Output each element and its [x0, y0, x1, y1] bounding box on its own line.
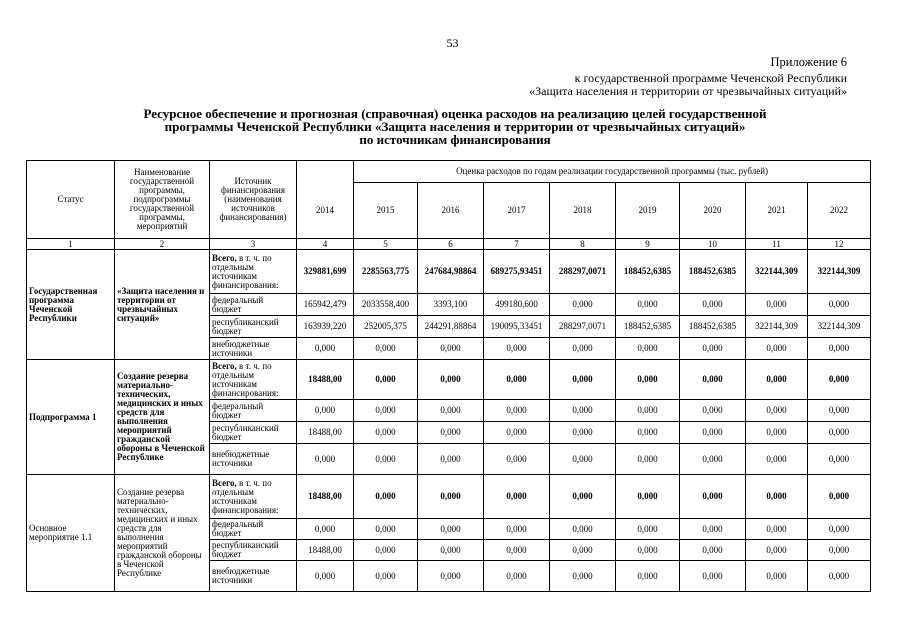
value-cell: 0,000 — [550, 294, 616, 316]
value-cell: 0,000 — [354, 422, 418, 444]
program-name-cell: Создание резерва материально-технических, медицинских и иных средств для выполнения мероприятий гражданской обороны в Чеченской Республике — [115, 475, 210, 592]
value-cell: 0,000 — [354, 519, 418, 540]
value-cell: 0,000 — [297, 400, 354, 422]
value-cell: 0,000 — [550, 561, 616, 592]
appendix-line-1: к государственной программе Чеченской Республики — [574, 71, 847, 85]
value-cell: 18488,00 — [297, 540, 354, 561]
status-cell: Подпрограмма 1 — [27, 360, 115, 475]
value-cell: 0,000 — [680, 475, 746, 519]
appendix-title: Приложение 6 — [770, 55, 847, 69]
source-cell — [210, 294, 297, 316]
page-number: 53 — [446, 36, 459, 50]
value-cell: 0,000 — [550, 338, 616, 360]
year-header: 2022 — [808, 183, 871, 239]
value-cell: 0,000 — [297, 519, 354, 540]
title-line-2: программы Чеченской Республики «Защита населения и территории от чрезвычайных ситуаций» — [164, 119, 746, 134]
value-cell: 0,000 — [680, 561, 746, 592]
value-cell: 0,000 — [297, 561, 354, 592]
source-label: в т. ч. по отдельным источникам финансирования: — [212, 477, 279, 515]
value-cell: 0,000 — [550, 444, 616, 475]
year-header: 2015 — [354, 183, 418, 239]
value-cell: 165942,479 — [297, 294, 354, 316]
value-cell: 0,000 — [680, 360, 746, 400]
table-row — [27, 250, 871, 294]
value-cell: 0,000 — [680, 294, 746, 316]
value-cell: 0,000 — [418, 561, 484, 592]
value-cell: 0,000 — [418, 444, 484, 475]
value-cell: 0,000 — [616, 294, 680, 316]
column-number: 4 — [297, 239, 354, 250]
value-cell: 0,000 — [616, 540, 680, 561]
table-header — [27, 161, 871, 250]
value-cell: 0,000 — [808, 338, 871, 360]
value-cell: 252005,375 — [354, 316, 418, 338]
year-header: 2019 — [616, 183, 680, 239]
value-cell: 244291,88864 — [418, 316, 484, 338]
year-header: 2018 — [550, 183, 616, 239]
value-cell: 0,000 — [484, 519, 550, 540]
source-cell — [210, 475, 297, 519]
value-cell: 0,000 — [484, 360, 550, 400]
value-cell: 190095,33451 — [484, 316, 550, 338]
value-cell: 0,000 — [746, 294, 808, 316]
value-cell: 0,000 — [746, 422, 808, 444]
source-label: республиканский бюджет — [212, 316, 279, 336]
value-cell: 0,000 — [746, 561, 808, 592]
value-cell: 499180,600 — [484, 294, 550, 316]
document-title — [40, 107, 870, 146]
title-line-3: по источникам финансирования — [359, 132, 551, 147]
value-cell: 247684,98864 — [418, 250, 484, 294]
appendix-line-2: «Защита населения и территории от чрезвычайных ситуаций» — [529, 84, 847, 98]
value-cell: 0,000 — [418, 519, 484, 540]
value-cell: 2285563,775 — [354, 250, 418, 294]
value-cell: 329881,699 — [297, 250, 354, 294]
value-cell: 322144,309 — [808, 250, 871, 294]
source-cell — [210, 338, 297, 360]
program-name-cell: Создание резерва материально-технических, медицинских и иных средств для выполнения мероприятий гражданской обороны в Чеченской Республике — [115, 360, 210, 475]
value-cell: 0,000 — [808, 400, 871, 422]
year-header: 2021 — [746, 183, 808, 239]
value-cell: 0,000 — [354, 561, 418, 592]
year-header: 2014 — [297, 183, 354, 239]
value-cell: 0,000 — [808, 294, 871, 316]
source-cell — [210, 400, 297, 422]
year-header: 2016 — [418, 183, 484, 239]
value-cell: 0,000 — [484, 422, 550, 444]
value-cell: 689275,93451 — [484, 250, 550, 294]
value-cell: 0,000 — [484, 540, 550, 561]
year-header: 2017 — [484, 183, 550, 239]
value-cell: 0,000 — [550, 360, 616, 400]
value-cell: 0,000 — [616, 400, 680, 422]
value-cell: 0,000 — [616, 561, 680, 592]
value-cell: 0,000 — [680, 422, 746, 444]
value-cell: 0,000 — [808, 360, 871, 400]
value-cell: 0,000 — [746, 360, 808, 400]
table-row — [27, 360, 871, 400]
source-label: федеральный бюджет — [212, 519, 264, 538]
value-cell: 0,000 — [418, 338, 484, 360]
value-cell: 188452,6385 — [616, 250, 680, 294]
column-number: 9 — [616, 239, 680, 250]
source-label: в т. ч. по отдельным источникам финансирования: — [212, 360, 279, 398]
value-cell: 0,000 — [616, 444, 680, 475]
value-cell: 0,000 — [354, 475, 418, 519]
source-cell — [210, 561, 297, 592]
value-cell: 0,000 — [808, 519, 871, 540]
header-name: Наименование государственной программы, подпрограммы государственной программы, мероприятий — [115, 161, 210, 239]
value-cell: 0,000 — [418, 475, 484, 519]
value-cell: 0,000 — [616, 360, 680, 400]
value-cell: 0,000 — [354, 444, 418, 475]
source-cell — [210, 540, 297, 561]
source-cell — [210, 519, 297, 540]
value-cell: 322144,309 — [746, 316, 808, 338]
value-cell: 0,000 — [297, 444, 354, 475]
value-cell: 0,000 — [297, 338, 354, 360]
value-cell: 0,000 — [550, 519, 616, 540]
source-cell — [210, 360, 297, 400]
source-label: в т. ч. по отдельным источникам финансирования: — [212, 252, 279, 290]
value-cell: 0,000 — [746, 540, 808, 561]
value-cell: 0,000 — [484, 444, 550, 475]
column-number: 2 — [115, 239, 210, 250]
value-cell: 0,000 — [550, 400, 616, 422]
column-number: 1 — [27, 239, 115, 250]
value-cell: 0,000 — [746, 338, 808, 360]
source-label: внебюджетные источники — [212, 338, 270, 358]
column-number: 12 — [808, 239, 871, 250]
value-cell: 0,000 — [746, 400, 808, 422]
value-cell: 0,000 — [418, 360, 484, 400]
header-estimate: Оценка расходов по годам реализации государственной программы (тыс. рублей) — [354, 161, 871, 183]
program-name-cell: «Защита населения и территории от чрезвычайных ситуаций» — [115, 250, 210, 360]
table-row — [27, 475, 871, 519]
value-cell: 0,000 — [354, 400, 418, 422]
value-cell: 0,000 — [746, 475, 808, 519]
value-cell: 18488,00 — [297, 360, 354, 400]
value-cell: 163939,220 — [297, 316, 354, 338]
source-label: федеральный бюджет — [212, 400, 264, 420]
value-cell: 0,000 — [680, 400, 746, 422]
appendix-block — [529, 56, 847, 98]
value-cell: 322144,309 — [808, 316, 871, 338]
source-cell — [210, 444, 297, 475]
value-cell: 0,000 — [808, 540, 871, 561]
budget-table — [26, 160, 871, 592]
year-header: 2020 — [680, 183, 746, 239]
column-number: 11 — [746, 239, 808, 250]
value-cell: 188452,6385 — [680, 250, 746, 294]
status-cell: Основное мероприятие 1.1 — [27, 475, 115, 592]
value-cell: 0,000 — [746, 444, 808, 475]
source-total-label: Всего, — [212, 477, 237, 488]
title-line-1: Ресурсное обеспечение и прогнозная (справочная) оценка расходов на реализацию целей государственной — [143, 106, 767, 121]
value-cell: 188452,6385 — [616, 316, 680, 338]
source-label: федеральный бюджет — [212, 294, 264, 314]
value-cell: 3393,100 — [418, 294, 484, 316]
source-cell — [210, 422, 297, 444]
column-numbers-row — [27, 239, 871, 250]
value-cell: 18488,00 — [297, 422, 354, 444]
value-cell: 0,000 — [616, 475, 680, 519]
value-cell: 0,000 — [808, 475, 871, 519]
column-number: 7 — [484, 239, 550, 250]
header-source: Источник финансирования (наименования источников финансирования) — [210, 161, 297, 239]
column-number: 6 — [418, 239, 484, 250]
value-cell: 18488,00 — [297, 475, 354, 519]
value-cell: 0,000 — [354, 360, 418, 400]
value-cell: 0,000 — [354, 338, 418, 360]
column-number: 5 — [354, 239, 418, 250]
value-cell: 0,000 — [616, 519, 680, 540]
value-cell: 0,000 — [680, 338, 746, 360]
value-cell: 0,000 — [484, 475, 550, 519]
table-body — [27, 250, 871, 592]
source-cell — [210, 250, 297, 294]
column-number: 3 — [210, 239, 297, 250]
value-cell: 0,000 — [550, 540, 616, 561]
value-cell: 0,000 — [746, 519, 808, 540]
value-cell: 288297,0071 — [550, 316, 616, 338]
value-cell: 0,000 — [808, 444, 871, 475]
value-cell: 288297,0071 — [550, 250, 616, 294]
value-cell: 0,000 — [616, 422, 680, 444]
value-cell: 0,000 — [550, 422, 616, 444]
value-cell: 0,000 — [550, 475, 616, 519]
source-total-label: Всего, — [212, 252, 237, 263]
status-cell: Государственная программа Чеченской Республики — [27, 250, 115, 360]
value-cell: 0,000 — [484, 338, 550, 360]
value-cell: 0,000 — [484, 400, 550, 422]
value-cell: 0,000 — [354, 540, 418, 561]
value-cell: 0,000 — [680, 540, 746, 561]
source-label: внебюджетные источники — [212, 566, 270, 585]
value-cell: 2033558,400 — [354, 294, 418, 316]
source-total-label: Всего, — [212, 360, 237, 371]
value-cell: 0,000 — [418, 400, 484, 422]
value-cell: 322144,309 — [746, 250, 808, 294]
source-label: республиканский бюджет — [212, 540, 279, 559]
source-label: внебюджетные источники — [212, 449, 270, 468]
value-cell: 0,000 — [418, 540, 484, 561]
value-cell: 0,000 — [808, 561, 871, 592]
value-cell: 188452,6385 — [680, 316, 746, 338]
value-cell: 0,000 — [418, 422, 484, 444]
value-cell: 0,000 — [484, 561, 550, 592]
column-number: 8 — [550, 239, 616, 250]
value-cell: 0,000 — [680, 519, 746, 540]
header-status: Статус — [27, 161, 115, 239]
column-number: 10 — [680, 239, 746, 250]
value-cell: 0,000 — [808, 422, 871, 444]
value-cell: 0,000 — [616, 338, 680, 360]
source-cell — [210, 316, 297, 338]
source-label: республиканский бюджет — [212, 422, 279, 442]
value-cell: 0,000 — [680, 444, 746, 475]
